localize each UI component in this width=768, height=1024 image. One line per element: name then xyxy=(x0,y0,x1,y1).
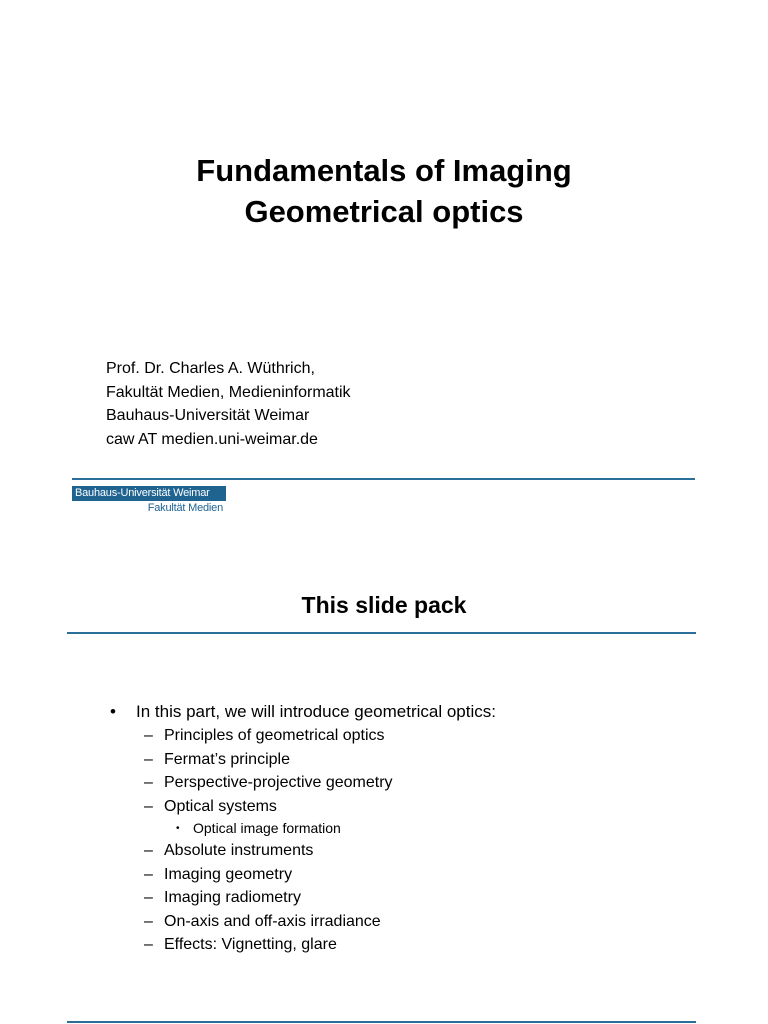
slide2-title-divider xyxy=(67,632,696,634)
subitem-text: Imaging geometry xyxy=(164,865,293,883)
list-item xyxy=(110,933,710,957)
university-logo xyxy=(72,486,226,515)
list-item xyxy=(110,748,710,772)
dash-mark: – xyxy=(144,842,153,859)
bullet-mark-small: • xyxy=(176,823,180,834)
slide-title xyxy=(0,150,768,232)
subsubitem-text: Optical image formation xyxy=(193,820,341,836)
slide-divider xyxy=(72,478,695,480)
subitem-text: Principles of geometrical optics xyxy=(164,727,385,744)
dash-mark: – xyxy=(144,936,153,953)
subitem-text: Perspective-projective geometry xyxy=(164,774,393,791)
title-line-2: Geometrical optics xyxy=(244,194,524,229)
list-item xyxy=(110,818,710,839)
slide2-bottom-divider xyxy=(67,1021,696,1023)
subitem-text: Fermat’s principle xyxy=(164,750,290,768)
subitem-text: On-axis and off-axis irradiance xyxy=(164,912,381,930)
author-university: Bauhaus-Universität Weimar xyxy=(106,407,310,424)
list-item xyxy=(110,724,710,748)
dash-mark: – xyxy=(144,912,153,930)
author-name: Prof. Dr. Charles A. Wüthrich, xyxy=(106,360,315,377)
logo-main-text: Bauhaus-Universität Weimar xyxy=(72,486,226,501)
list-item xyxy=(110,795,710,819)
list-item xyxy=(110,910,710,934)
list-item xyxy=(110,886,710,910)
list-item xyxy=(110,771,710,795)
dash-mark: – xyxy=(144,889,153,906)
dash-mark: – xyxy=(144,774,153,791)
bullet-list xyxy=(110,700,710,957)
bullet-text: In this part, we will introduce geometrical optics: xyxy=(136,702,496,721)
dash-mark: – xyxy=(144,865,153,883)
subitem-text: Effects: Vignetting, glare xyxy=(164,936,337,953)
slide2-title: This slide pack xyxy=(301,592,467,618)
list-item xyxy=(110,839,710,863)
subitem-text: Imaging radiometry xyxy=(164,889,301,906)
dash-mark: – xyxy=(144,797,153,815)
dash-mark: – xyxy=(144,727,153,744)
author-block xyxy=(106,357,351,451)
logo-sub-text: Fakultät Medien xyxy=(147,502,223,514)
list-item xyxy=(110,863,710,887)
author-email: caw AT medien.uni-weimar.de xyxy=(106,430,318,448)
list-item xyxy=(110,700,710,724)
bullet-mark: • xyxy=(110,702,116,721)
subitem-text: Optical systems xyxy=(164,797,277,815)
dash-mark: – xyxy=(144,750,153,768)
subitem-text: Absolute instruments xyxy=(164,842,314,859)
author-faculty: Fakultät Medien, Medieninformatik xyxy=(106,383,351,401)
title-line-1: Fundamentals of Imaging xyxy=(196,153,572,188)
